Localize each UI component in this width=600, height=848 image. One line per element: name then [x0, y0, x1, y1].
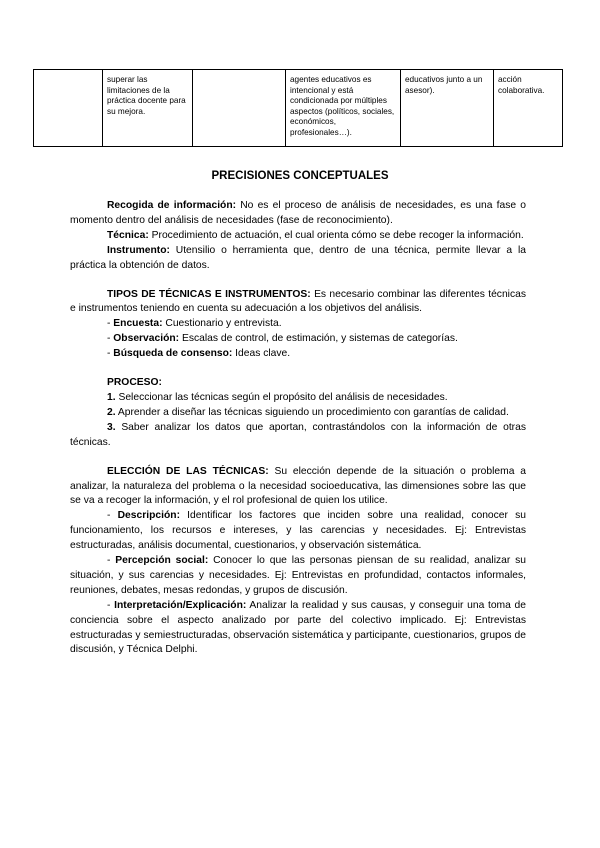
process-step [70, 391, 526, 406]
table-cell: superar las limitaciones de la práctica docente para su mejora. [103, 70, 193, 147]
list-text: Identificar los factores que inciden sobre una realidad, conocer su funcionamiento, los recursos e intereses, y las carencias y necesidades. Ej: Entrevistas estructuradas, análisis documental, cuestionarios, y observación sistemática. [70, 510, 527, 552]
process-step [70, 421, 526, 451]
definition-term: Técnica: [107, 229, 149, 241]
table-row [34, 70, 563, 147]
list-term: Interpretación/Explicación: [114, 599, 247, 611]
tipos-paragraph [70, 288, 526, 318]
table-cell: acción colaborativa. [494, 70, 563, 147]
list-term: Percepción social: [115, 555, 209, 567]
process-step [70, 406, 526, 421]
list-text: Ideas clave. [232, 348, 291, 360]
list-term: Encuesta: [113, 318, 163, 330]
list-item [70, 554, 526, 599]
list-text: Conocer lo que las personas piensan de su realidad, analizar su situación, y sus carencias y necesidades. Ej: Entrevistas en profundidad, contactos informales, reuniones, debates, mesas redondas, y grupos de discusión. [70, 555, 527, 596]
section-heading: ELECCIÓN DE LAS TÉCNICAS: [107, 465, 269, 477]
list-text: Cuestionario y entrevista. [162, 318, 282, 330]
section-text: Es necesario combinar las diferentes técnicas e instrumentos teniendo en cuenta su adecuación a los objetivos del análisis. [70, 288, 526, 315]
list-term: Observación: [113, 333, 180, 345]
list-text: Escalas de control, de estimación, y sistemas de categorías. [179, 333, 458, 345]
list-item [70, 347, 526, 362]
step-text: Aprender a diseñar las técnicas siguiendo un procedimiento con garantías de calidad. [115, 406, 509, 418]
step-text: Saber analizar los datos que aportan, contrastándolos con la información de otras técnicas. [70, 421, 526, 448]
body-text [70, 199, 526, 658]
list-bullet: - [107, 333, 114, 345]
section-heading: PROCESO: [107, 377, 162, 389]
list-bullet: - [107, 555, 116, 567]
definition-text: Utensilio o herramienta que, dentro de una técnica, permite llevar a la práctica la obtención de datos. [70, 244, 526, 271]
list-term: Descripción: [117, 510, 180, 522]
definition-paragraph [70, 229, 526, 244]
table-fragment [33, 69, 563, 147]
step-text: Seleccionar las técnicas según el propósito del análisis de necesidades. [115, 391, 448, 403]
page-title: PRECISIONES CONCEPTUALES [211, 170, 389, 182]
table-cell: agentes educativos es intencional y está condicionada por múltiples aspectos (políticos, sociales, económicos, profesionales…). [286, 70, 401, 147]
definition-text: Procedimiento de actuación, el cual orienta cómo se debe recoger la información. [148, 229, 524, 241]
definition-term: Instrumento: [107, 244, 170, 256]
section-heading: TIPOS DE TÉCNICAS E INSTRUMENTOS: [107, 288, 311, 300]
section-text: Su elección depende de la situación o problema a analizar, la naturaleza del problema o la necesidad socioeducativa, las dimensiones sobre las que se va a recoger la información, y el rol profesional de quien los utilice. [70, 465, 526, 507]
definition-term: Recogida de información: [107, 200, 237, 211]
table-cell [34, 70, 103, 147]
table-cell [193, 70, 286, 147]
eleccion-paragraph [70, 465, 526, 510]
proceso-heading [70, 376, 526, 391]
list-item [70, 509, 526, 554]
list-bullet: - [107, 599, 115, 611]
list-item [70, 332, 526, 347]
list-bullet: - [107, 318, 114, 330]
step-number: 3. [107, 421, 116, 433]
step-number: 1. [107, 391, 116, 403]
list-item [70, 317, 526, 332]
list-item [70, 599, 526, 659]
definition-paragraph [70, 199, 526, 229]
table-cell: educativos junto a un asesor). [401, 70, 494, 147]
list-term: Búsqueda de consenso: [113, 348, 233, 360]
definition-paragraph [70, 244, 526, 274]
list-bullet: - [107, 510, 118, 522]
list-bullet: - [107, 348, 114, 360]
list-text: Analizar la realidad y sus causas, y conseguir una toma de conciencia sobre el aspecto analizado por parte del colectivo implicado. Ej: Entrevistas estructuradas y semiestructuradas, observación sistemática y participante, cuestionarios, grupos de discusión, y Técnica Delphi. [70, 599, 526, 656]
definition-text: No es el proceso de análisis de necesidades, es una fase o momento dentro del análisis de necesidades (fase de reconocimiento). [70, 200, 526, 226]
step-number: 2. [107, 406, 116, 418]
